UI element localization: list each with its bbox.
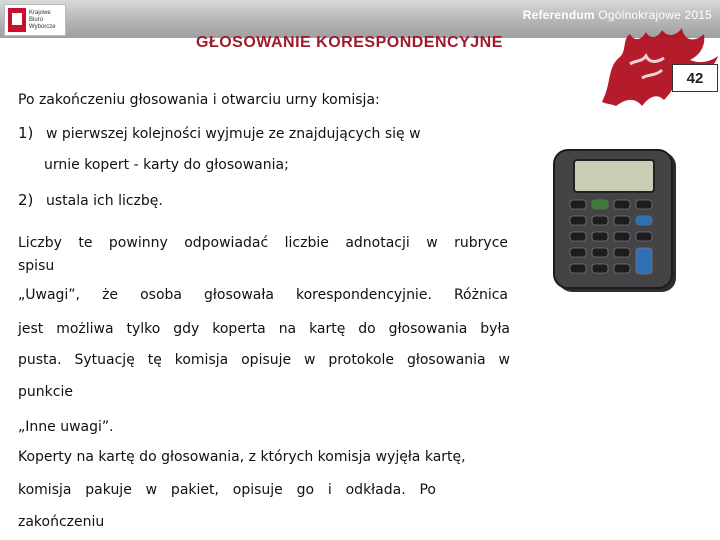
header-title-bold: Referendum bbox=[522, 8, 595, 22]
paragraph-line: komisja pakuje w pakiet, opisuje go i odkłada. Po bbox=[18, 482, 436, 498]
paragraph-line: zakończeniu bbox=[18, 514, 105, 530]
logo-line: Wyborcze bbox=[29, 23, 56, 30]
header-title-rest: Ogólnokrajowe 2015 bbox=[598, 8, 712, 22]
paragraph-line: „Uwagi”, że osoba głosowała korespondencyjnie. Różnica bbox=[18, 287, 508, 303]
list-text: w pierwszej kolejności wyjmuje ze znajdujących się w bbox=[46, 126, 421, 142]
paragraph-line: punkcie bbox=[18, 384, 73, 400]
pkw-logo-mark bbox=[8, 8, 26, 32]
list-text: ustala ich liczbę. bbox=[46, 193, 163, 209]
logo-line: Biuro bbox=[29, 16, 44, 23]
paragraph-line: Koperty na kartę do głosowania, z których komisja wyjęła kartę, bbox=[18, 449, 466, 465]
paragraph-line: jest możliwa tylko gdy koperta na kartę do głosowania była bbox=[18, 321, 510, 337]
pkw-logo bbox=[4, 4, 66, 36]
list-number: 2) bbox=[18, 191, 34, 209]
intro-text: Po zakończeniu głosowania i otwarciu urny komisja: bbox=[18, 92, 380, 108]
list-item bbox=[18, 191, 163, 209]
paragraph-line: „Inne uwagi”. bbox=[18, 419, 114, 435]
paragraph-line: spisu bbox=[18, 258, 55, 274]
slide-number: 42 bbox=[672, 64, 718, 92]
calculator-icon bbox=[552, 148, 680, 294]
list-item bbox=[18, 124, 494, 142]
list-number: 1) bbox=[18, 124, 34, 142]
logo-line: Krajowe bbox=[29, 9, 51, 16]
paragraph-line: Liczby te powinny odpowiadać liczbie adnotacji w rubryce bbox=[18, 235, 508, 251]
pkw-logo-text bbox=[29, 10, 56, 31]
eagle-icon bbox=[572, 12, 720, 108]
list-continuation: urnie kopert - karty do głosowania; bbox=[44, 157, 289, 173]
paragraph-line: pusta. Sytuację tę komisja opisuje w protokole głosowania w bbox=[18, 352, 510, 368]
page-title: GŁOSOWANIE KORESPONDENCYJNE bbox=[196, 34, 503, 51]
